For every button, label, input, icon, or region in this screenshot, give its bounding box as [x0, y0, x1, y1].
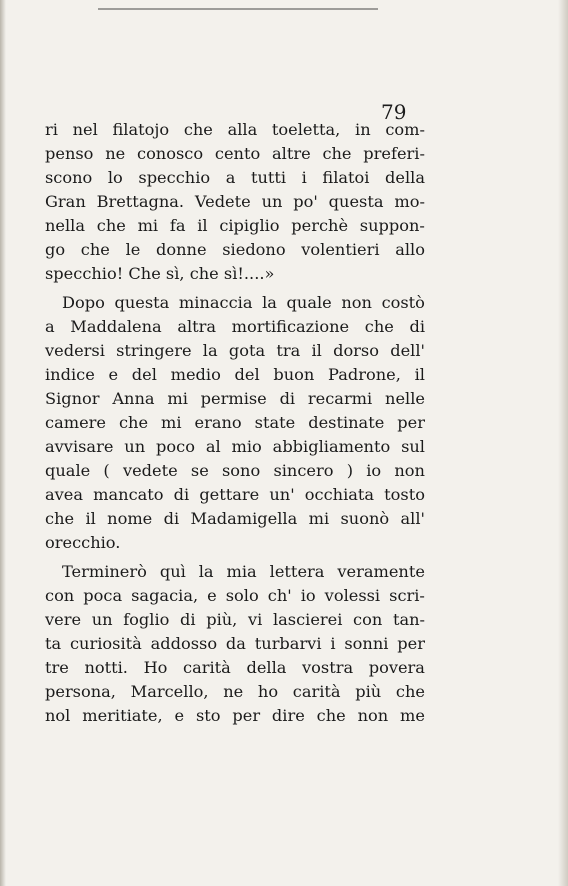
- word: gettare: [199, 485, 260, 504]
- word: vedete: [122, 461, 178, 480]
- word: Signor: [45, 389, 100, 408]
- word: carità: [292, 682, 341, 701]
- page-left-shadow: [0, 0, 6, 886]
- word: erano: [194, 413, 242, 432]
- header-rule: [98, 8, 378, 10]
- word: non: [341, 293, 372, 312]
- word: scono: [45, 168, 93, 187]
- word: conosco: [137, 144, 204, 163]
- word: ne: [105, 144, 126, 163]
- text-line: [45, 584, 425, 608]
- word: questa: [114, 293, 170, 312]
- word: il: [311, 341, 322, 360]
- word: le: [125, 240, 141, 259]
- word: un: [91, 610, 113, 629]
- word: all': [400, 509, 425, 528]
- word: volentieri: [301, 240, 380, 259]
- word: che: [96, 216, 126, 235]
- word: più,: [206, 610, 238, 629]
- paragraph-2: [45, 291, 425, 555]
- text-line: [45, 387, 425, 411]
- paragraph-3: [45, 560, 425, 728]
- word: camere: [45, 413, 106, 432]
- word: Terminerò: [62, 562, 147, 581]
- word: ta: [45, 634, 62, 653]
- word: nol: [45, 706, 71, 725]
- word: tra: [276, 341, 301, 360]
- word: che: [322, 144, 352, 163]
- word: destinate: [308, 413, 385, 432]
- word: Anna: [112, 389, 155, 408]
- text-line: specchio! Che sì, che sì!....»: [45, 264, 275, 283]
- word: persona,: [45, 682, 116, 701]
- word: cento: [214, 144, 261, 163]
- word: occhiata: [304, 485, 375, 504]
- word: più: [355, 682, 382, 701]
- text-line: [45, 435, 425, 459]
- word: con: [45, 586, 75, 605]
- word: Ho: [143, 658, 168, 677]
- word: in: [355, 120, 371, 139]
- word: mia: [226, 562, 257, 581]
- text-line: [45, 680, 425, 704]
- word: avea: [45, 485, 84, 504]
- word: gota: [228, 341, 266, 360]
- text-line: [45, 339, 425, 363]
- word: filatojo: [112, 120, 170, 139]
- word: permise: [200, 389, 267, 408]
- word: e: [108, 365, 119, 384]
- word: mi: [308, 509, 330, 528]
- word: lo: [107, 168, 123, 187]
- word: il: [414, 365, 425, 384]
- word: vere: [45, 610, 82, 629]
- word: i: [301, 168, 307, 187]
- word: per: [397, 413, 425, 432]
- word: suppon-: [359, 216, 425, 235]
- word: lascierei: [272, 610, 343, 629]
- text-line: [45, 459, 425, 483]
- text-line: [45, 704, 425, 728]
- word: Madamigella: [190, 509, 298, 528]
- word: a: [225, 168, 236, 187]
- word: meritiate,: [82, 706, 163, 725]
- word: preferi-: [363, 144, 425, 163]
- word: con: [353, 610, 383, 629]
- word: vostra: [302, 658, 354, 677]
- word: per: [232, 706, 261, 725]
- word: carità: [183, 658, 231, 677]
- word: altre: [272, 144, 311, 163]
- text-line: [45, 291, 425, 315]
- word: Gran: [45, 192, 86, 211]
- word: sto: [195, 706, 221, 725]
- word: la: [202, 341, 218, 360]
- word: che: [118, 413, 149, 432]
- word: nel: [72, 120, 98, 139]
- text-line: [45, 483, 425, 507]
- word: ho: [257, 682, 279, 701]
- word: penso: [45, 144, 94, 163]
- word: ): [346, 461, 354, 480]
- word: tan-: [392, 610, 425, 629]
- word: io: [300, 586, 316, 605]
- word: fa: [169, 216, 186, 235]
- word: della: [246, 658, 287, 677]
- word: veramente: [337, 562, 425, 581]
- word: non: [357, 706, 389, 725]
- word: recarmi: [307, 389, 373, 408]
- word: io: [366, 461, 382, 480]
- word: di: [409, 317, 425, 336]
- word: che: [183, 120, 213, 139]
- word: mi: [137, 216, 159, 235]
- word: cipiglio: [219, 216, 280, 235]
- word: povera: [368, 658, 425, 677]
- text-line: [45, 632, 425, 656]
- word: nella: [45, 216, 86, 235]
- text-line: [45, 656, 425, 680]
- word: del: [131, 365, 157, 384]
- word: e: [174, 706, 185, 725]
- word: tosto: [384, 485, 425, 504]
- word: go: [45, 240, 66, 259]
- text-line: [45, 560, 425, 584]
- word: mi: [167, 389, 188, 408]
- word: com-: [385, 120, 425, 139]
- word: specchio: [138, 168, 211, 187]
- word: donne: [156, 240, 207, 259]
- text-line: [45, 166, 425, 190]
- word: turbarvi: [254, 634, 322, 653]
- word: un': [269, 485, 295, 504]
- word: dell': [390, 341, 425, 360]
- word: Dopo: [62, 293, 105, 312]
- word: che: [45, 509, 75, 528]
- word: di: [173, 485, 190, 504]
- text-line: [45, 118, 425, 142]
- word: altra: [177, 317, 217, 336]
- word: Brettagna.: [96, 192, 185, 211]
- word: da: [225, 634, 246, 653]
- word: mi: [161, 413, 182, 432]
- word: al: [205, 437, 221, 456]
- word: dire: [271, 706, 305, 725]
- word: me: [400, 706, 425, 725]
- word: sagacia,: [131, 586, 199, 605]
- word: il: [85, 509, 96, 528]
- word: solo: [225, 586, 259, 605]
- word: toeletta,: [271, 120, 341, 139]
- word: il: [197, 216, 208, 235]
- word: curiosità: [69, 634, 142, 653]
- word: ne: [223, 682, 244, 701]
- word: sono: [222, 461, 261, 480]
- text-line: [45, 190, 425, 214]
- word: addosso: [150, 634, 218, 653]
- word: siedono: [222, 240, 286, 259]
- word: se: [190, 461, 209, 480]
- word: state: [254, 413, 296, 432]
- page-number: 79: [381, 100, 407, 124]
- word: Marcello,: [130, 682, 209, 701]
- word: ri: [45, 120, 58, 139]
- text-line: [45, 238, 425, 262]
- page-right-shadow: [558, 0, 568, 886]
- word: quì: [159, 562, 186, 581]
- text-line: [45, 315, 425, 339]
- word: quale: [45, 461, 91, 480]
- word: Padrone,: [328, 365, 401, 384]
- text-line: [45, 411, 425, 435]
- word: nelle: [385, 389, 425, 408]
- word: Vedete: [194, 192, 251, 211]
- text-line: [45, 363, 425, 387]
- word: lettera: [269, 562, 325, 581]
- word: per: [397, 634, 425, 653]
- word: di: [279, 389, 296, 408]
- word: perchè: [291, 216, 349, 235]
- text-line: [45, 507, 425, 531]
- word: scri-: [389, 586, 425, 605]
- word: stringere: [116, 341, 192, 360]
- word: vi: [247, 610, 263, 629]
- word: foglio: [123, 610, 170, 629]
- word: alla: [227, 120, 258, 139]
- word: Maddalena: [70, 317, 162, 336]
- word: la: [262, 293, 277, 312]
- word: di: [163, 509, 180, 528]
- word: buon: [273, 365, 315, 384]
- word: di: [180, 610, 196, 629]
- text-line: orecchio.: [45, 533, 121, 552]
- word: poco: [156, 437, 195, 456]
- word: filatoi: [322, 168, 370, 187]
- text-line: [45, 608, 425, 632]
- word: un: [124, 437, 146, 456]
- word: abbigliamento: [272, 437, 391, 456]
- word: questa: [328, 192, 384, 211]
- word: costò: [381, 293, 425, 312]
- paragraph-1: [45, 118, 425, 286]
- word: po': [293, 192, 318, 211]
- word: volessi: [324, 586, 381, 605]
- word: del: [234, 365, 260, 384]
- word: suonò: [340, 509, 390, 528]
- word: vedersi: [45, 341, 105, 360]
- word: quale: [286, 293, 332, 312]
- word: (: [103, 461, 110, 480]
- word: poca: [83, 586, 123, 605]
- word: indice: [45, 365, 95, 384]
- word: dorso: [333, 341, 379, 360]
- word: medio: [170, 365, 221, 384]
- word: minaccia: [178, 293, 253, 312]
- word: nome: [107, 509, 153, 528]
- word: che: [364, 317, 394, 336]
- word: mortificazione: [231, 317, 350, 336]
- word: mancato: [93, 485, 164, 504]
- word: notti.: [84, 658, 128, 677]
- word: la: [198, 562, 214, 581]
- word: tutti: [250, 168, 287, 187]
- word: avvisare: [45, 437, 114, 456]
- word: allo: [395, 240, 425, 259]
- word: un: [261, 192, 283, 211]
- word: sincero: [273, 461, 334, 480]
- word: a: [45, 317, 55, 336]
- text-line: [45, 142, 425, 166]
- word: ch': [267, 586, 292, 605]
- word: e: [207, 586, 217, 605]
- word: tre: [45, 658, 69, 677]
- word: che: [395, 682, 425, 701]
- text-line: [45, 214, 425, 238]
- word: che: [316, 706, 346, 725]
- word: mo-: [394, 192, 425, 211]
- body-text: [45, 118, 425, 733]
- word: sonni: [344, 634, 389, 653]
- word: mio: [231, 437, 262, 456]
- word: che: [80, 240, 110, 259]
- word: non: [394, 461, 425, 480]
- word: della: [385, 168, 425, 187]
- word: sul: [401, 437, 425, 456]
- word: i: [330, 634, 336, 653]
